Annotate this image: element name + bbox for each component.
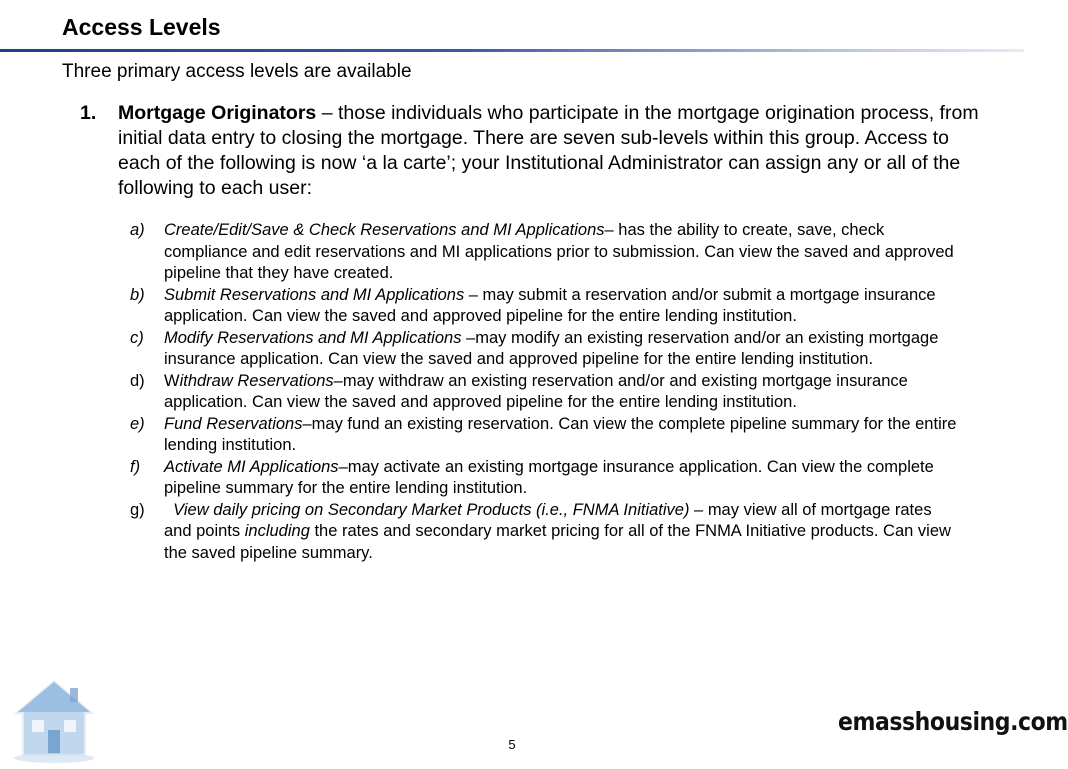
sub-item-title: View daily pricing on Secondary Market Products (i.e., FNMA Initiative): [164, 500, 690, 519]
sub-item-text: – has the ability to create, save, check compliance and edit reservations and MI applications prior to submission. Can view the saved and approved pipeline that they have created.: [164, 221, 954, 282]
page-number: 5: [508, 737, 516, 752]
sub-item-lead: W: [164, 371, 180, 390]
sub-item-a: [130, 220, 960, 285]
sub-item-text-continued: the rates and secondary market pricing for all of the FNMA Initiative products. Can view the saved pipeline summary.: [164, 522, 951, 562]
sub-item-marker: f): [130, 457, 141, 476]
sub-item-marker: c): [130, 328, 144, 347]
sub-item-e: [130, 414, 960, 457]
sub-item-f: [130, 457, 960, 500]
sub-item-marker: g): [130, 500, 145, 519]
sub-item-marker: a): [130, 221, 145, 239]
sub-item-title: Submit Reservations and MI Applications: [164, 285, 465, 304]
sub-item-text: –may modify an existing reservation and/or an existing mortgage insurance application. Can view the saved and approved pipeline for the entire lending institution.: [164, 328, 939, 368]
sub-item-title: Create/Edit/Save & Check Reservations and MI Applications: [164, 221, 605, 239]
sub-item-emphasis: including: [244, 522, 310, 540]
list-item-mortgage-originators: [80, 101, 980, 201]
sub-level-list: [130, 220, 960, 564]
sub-item-marker: e): [130, 414, 145, 433]
sub-item-g: [130, 500, 960, 565]
list-item-heading: Mortgage Originators: [118, 102, 317, 124]
sub-item-marker: b): [130, 285, 145, 304]
list-item-text: – those individuals who participate in the mortgage origination process, from initial data entry to closing the mortgage. There are seven sub-levels within this group. Access to each of the following is now ‘a la carte’; your Institutional Administrator can assign any or all of the following to each user:: [118, 102, 979, 199]
list-item-body: [118, 101, 980, 201]
sub-item-text: – may view all of mortgage rates and points: [164, 500, 932, 540]
sub-item-text: –may withdraw an existing reservation and/or and existing mortgage insurance application. Can view the saved and approved pipeline for the entire lending institution.: [164, 371, 908, 411]
sub-item-title: Activate MI Applications: [164, 457, 339, 476]
sub-item-title: ithdraw Reservations: [179, 371, 334, 390]
sub-item-b: [130, 285, 960, 328]
sub-item-marker: d): [130, 371, 145, 390]
brand-logo: emasshousing.com: [838, 707, 1068, 736]
sub-item-text: –may activate an existing mortgage insurance application. Can view the complete pipeline summary for the entire lending institution.: [164, 457, 934, 497]
title-divider: [0, 49, 1024, 52]
sub-item-d: [130, 371, 960, 414]
sub-item-c: [130, 328, 960, 371]
slide-title: Access Levels: [62, 14, 221, 40]
sub-item-title: Modify Reservations and MI Applications: [164, 328, 462, 347]
sub-item-text: –may fund an existing reservation. Can view the complete pipeline summary for the entire lending institution.: [164, 414, 957, 454]
sub-item-title: Fund Reservations: [164, 414, 303, 433]
sub-item-text: – may submit a reservation and/or submit a mortgage insurance application. Can view the saved and approved pipeline for the entire lending institution.: [164, 285, 936, 325]
list-number: 1.: [80, 102, 97, 124]
slide-subtitle: Three primary access levels are available: [62, 61, 412, 82]
